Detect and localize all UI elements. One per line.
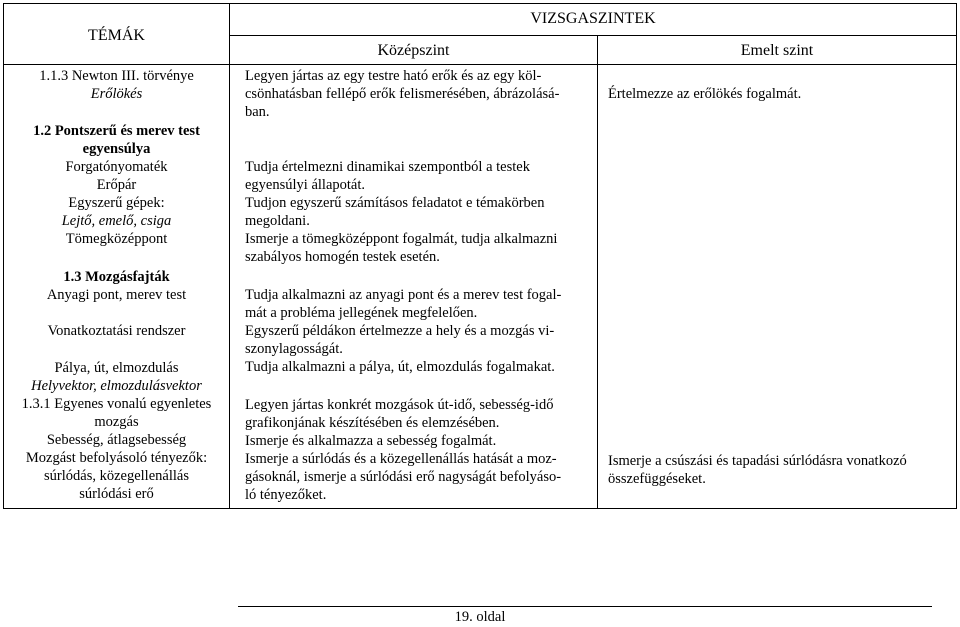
table-border-right	[956, 3, 957, 509]
topic-mozgas-c-italic: Helyvektor, elmozdulásvektor	[31, 378, 202, 394]
table-border-top	[3, 3, 957, 4]
kozep-block-1: Legyen jártas az egy testre ható erők és az egy köl- csönhatásban fellépő erők felismerésében, ábrázolásá- ban.	[245, 68, 560, 120]
emelt-block-2: Ismerje a csúszási és tapadási súrlódásra vonatkozó összefüggéseket.	[608, 453, 907, 487]
emelt-block-1: Értelmezze az erőlökés fogalmát.	[608, 86, 802, 102]
footer-rule	[238, 606, 932, 607]
topic-newton-sub: Erőlökés	[90, 86, 143, 102]
kozep-block-2: Tudja értelmezni dinamikai szempontból a testek egyensúlyi állapotát. Tudjon egyszerű számításos feladatot e témakörben megoldani. Ismerje a tömegközéppont fogalmát, tudja alkalmazni szabályos homogén testek esetén.	[245, 159, 558, 265]
topic-mozgas-d: 1.3.1 Egyenes vonalú egyenletes mozgás Sebesség, átlagsebesség Mozgást befolyásoló tényezők: súrlódás, közegellenállás súrlódási erő	[21, 396, 212, 502]
divider-header-bottom	[3, 64, 957, 65]
topic-mozgas-c: Pálya, út, elmozdulás	[54, 360, 179, 376]
page-number: 19. oldal	[454, 609, 506, 625]
topic-egyensuly-last: Tömegközéppont	[65, 231, 168, 247]
header-emelt-szint: Emelt szint	[740, 42, 814, 59]
table-border-bottom	[3, 508, 957, 509]
topic-newton-title: 1.1.3 Newton III. törvénye	[39, 68, 194, 84]
topic-mozgas-title: 1.3 Mozgásfajták	[63, 269, 170, 285]
topic-egyensuly-items: Forgatónyomaték Erőpár Egyszerű gépek:	[65, 159, 168, 211]
header-kozepszint: Középszint	[377, 42, 450, 59]
header-temak: TÉMÁK	[88, 27, 145, 44]
topic-egyensuly-italic: Lejtő, emelő, csiga	[61, 213, 172, 229]
topic-mozgas-a: Anyagi pont, merev test	[46, 287, 187, 303]
header-vizsgaszintek: VIZSGASZINTEK	[530, 10, 656, 27]
topic-egyensuly-title: 1.2 Pontszerű és merev test egyensúlya	[33, 123, 200, 157]
divider-kozep-emelt	[597, 35, 598, 509]
kozep-block-4: Legyen jártas konkrét mozgások út-idő, sebesség-idő grafikonjának készítésében és elemzésében. Ismerje és alkalmazza a sebesség fogalmát. Ismerje a súrlódás és a közegellenállás hatását a moz- gásoknál, ismerje a súrlódási erő nagyságát befolyáso- ló tényezőket.	[245, 397, 562, 503]
kozep-block-3: Tudja alkalmazni az anyagi pont és a merev test fogal- mát a probléma jellegének megfelelően. Egyszerű példákon értelmezze a hely és a mozgás vi- szonylagosságát. Tudja alkalmazni a pálya, út, elmozdulás fogalmakat.	[245, 287, 562, 375]
divider-topics-kozep	[229, 3, 230, 509]
divider-header-vizsga	[229, 35, 956, 36]
topic-mozgas-b: Vonatkoztatási rendszer	[47, 323, 186, 339]
